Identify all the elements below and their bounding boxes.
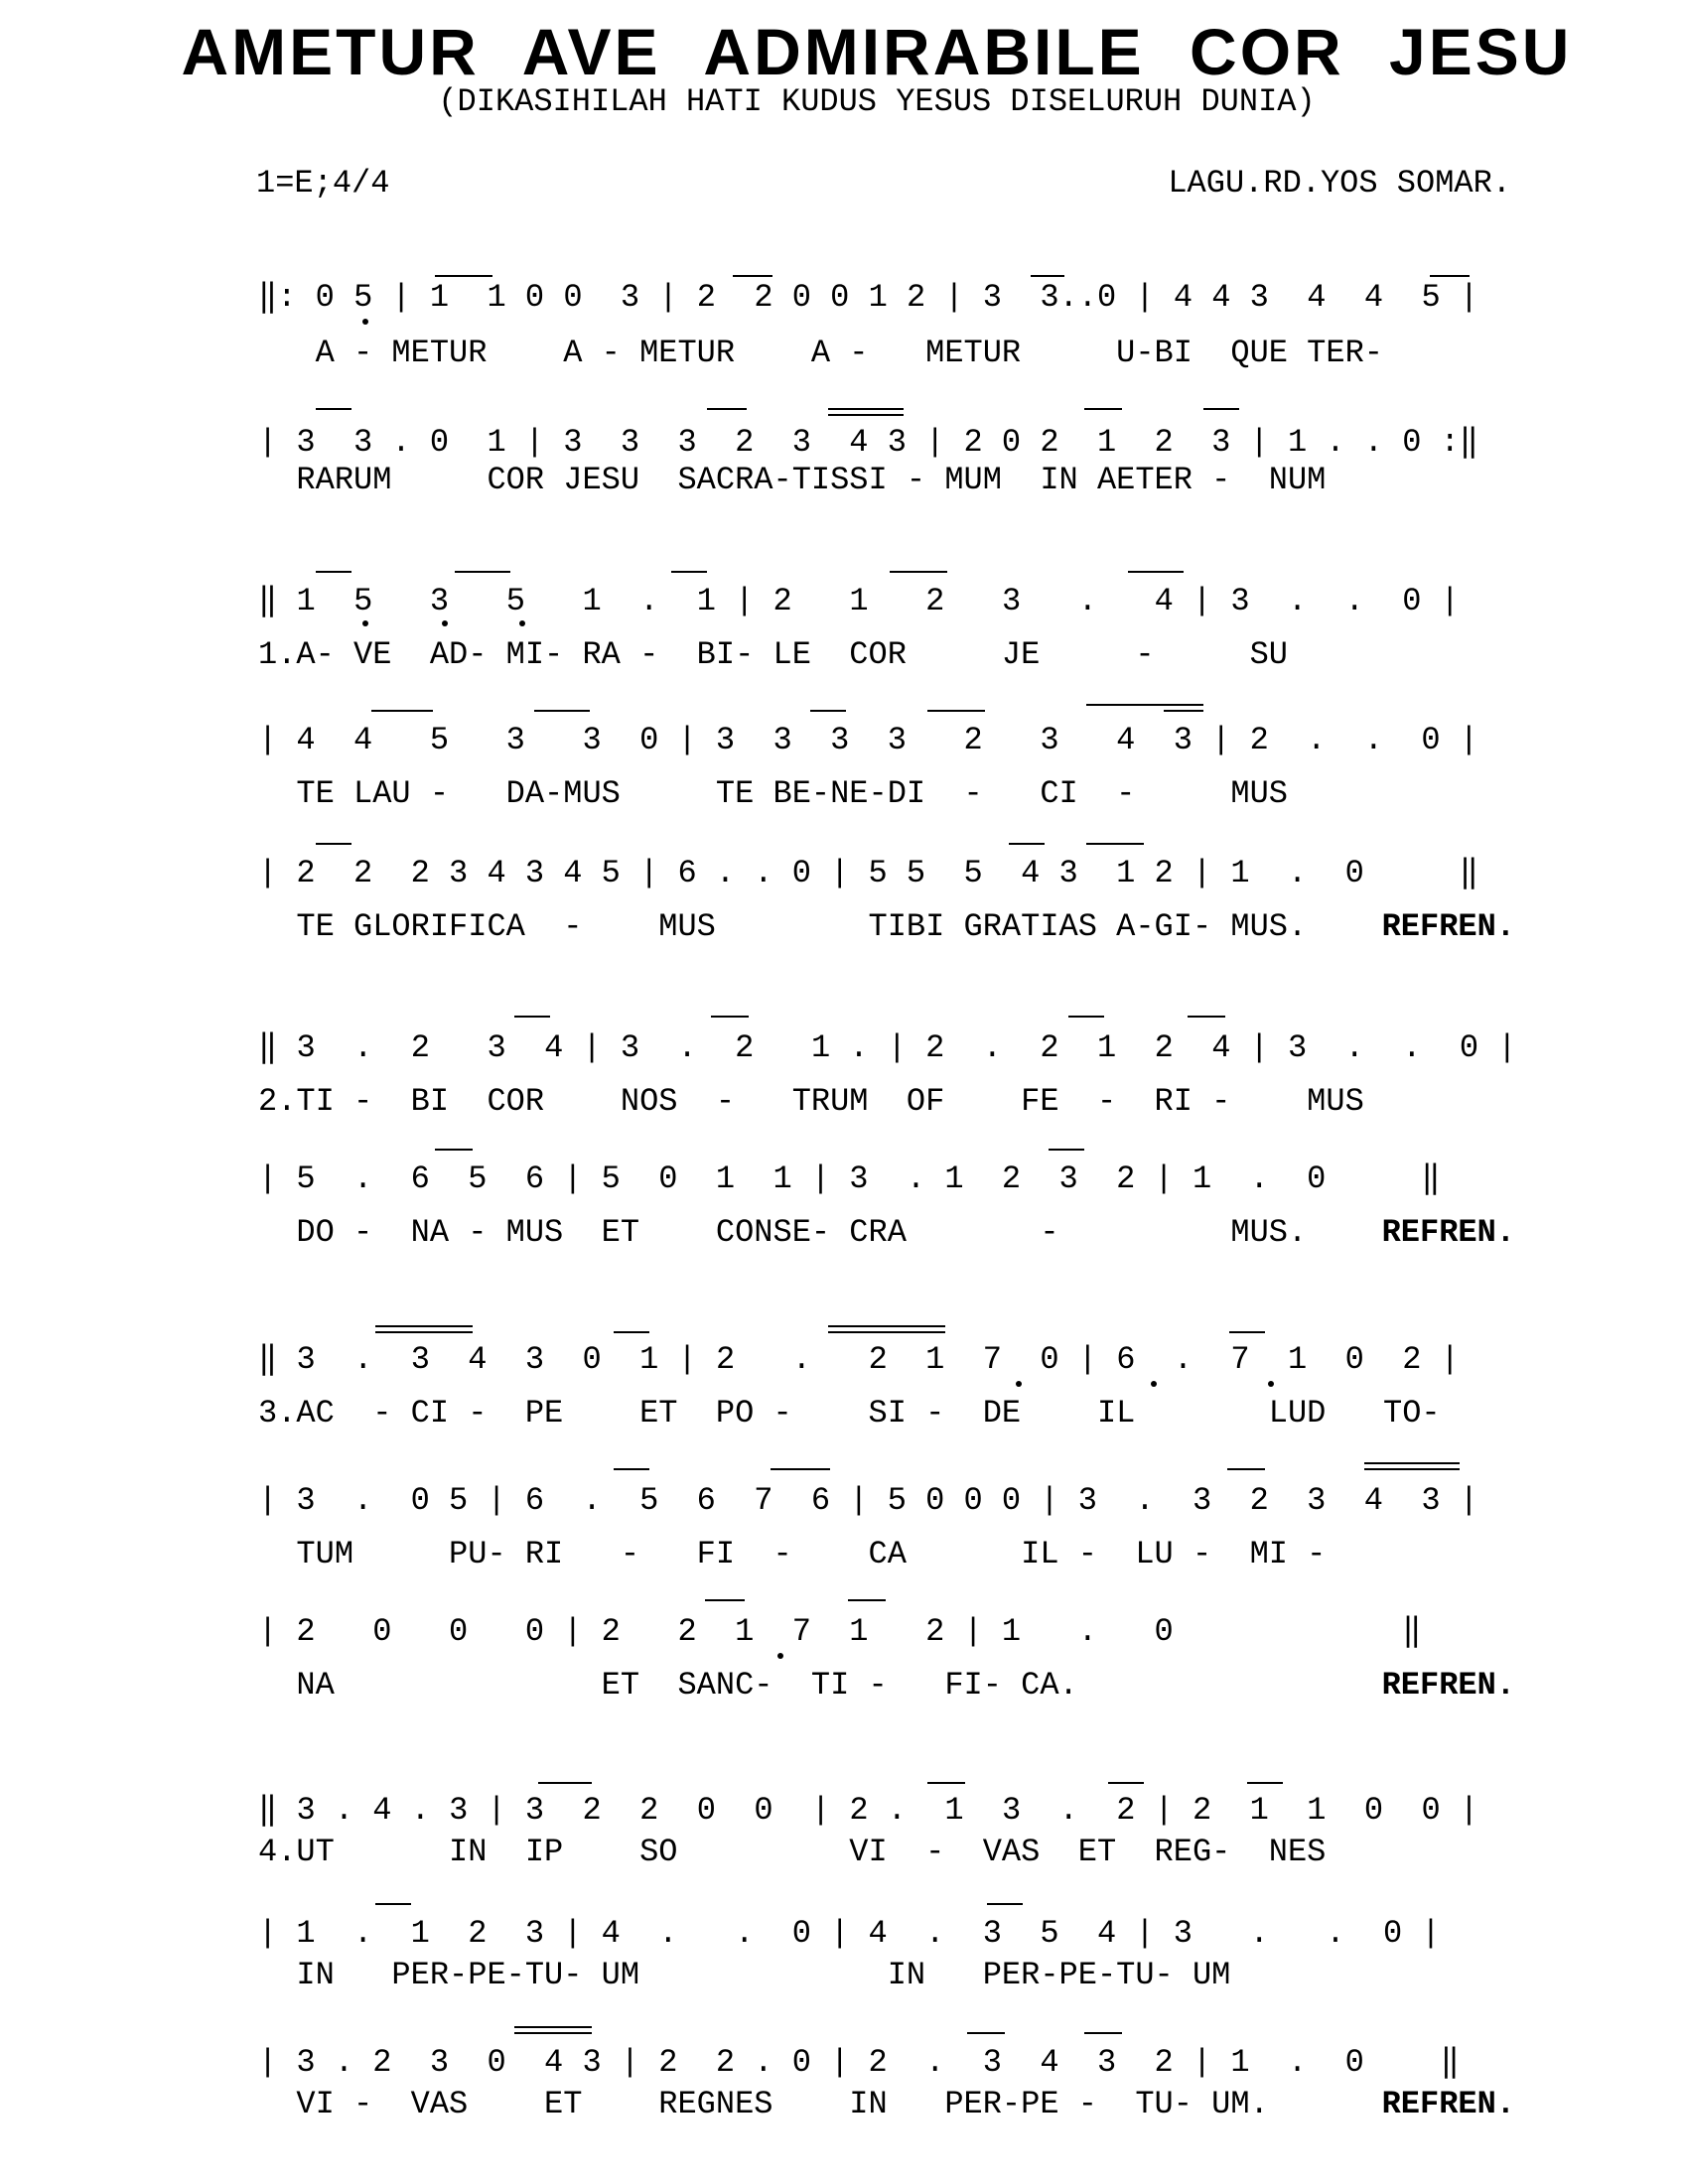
notation-line: ‖: 0 5 | 1 1 0 0 3 | 2 2 0 0 1 2 | 3 3..0 | 4 4 3 4 4 5 | <box>258 279 1479 316</box>
notation-line: | 5 . 6 5 6 | 5 0 1 1 | 3 . 1 2 3 2 | 1 . 0 ‖ <box>258 1160 1441 1197</box>
lyrics-line: TE GLORIFICA - MUS TIBI GRATIAS A-GI- MUS. <box>258 908 1308 945</box>
notation-line: ‖ 3 . 3 4 3 0 1 | 2 . 2 1 7 0 | 6 . 7 1 0 2 | <box>258 1341 1460 1378</box>
notation-line: ‖ 1 5 3 5 1 . 1 | 2 1 2 3 . 4 | 3 . . 0 | <box>258 583 1460 619</box>
octave-dot <box>362 620 368 626</box>
notation-line: ‖ 3 . 2 3 4 | 3 . 2 1 . | 2 . 2 1 2 4 | 3 . . 0 | <box>258 1029 1517 1066</box>
octave-dot <box>519 620 525 626</box>
key-signature: 1=E;4/4 <box>256 165 390 202</box>
lyrics-line: RARUM COR JESU SACRA-TISSI - MUM IN AETER - NUM <box>258 462 1327 498</box>
lyrics-line: 4.UT IN IP SO VI - VAS ET REG- NES <box>258 1834 1327 1870</box>
notation-line: | 2 2 2 3 4 3 4 5 | 6 . . 0 | 5 5 5 4 3 1 2 | 1 . 0 ‖ <box>258 855 1479 891</box>
lyrics-line: VI - VAS ET REGNES IN PER-PE - TU- UM. <box>258 2086 1269 2122</box>
octave-dot <box>1151 1381 1157 1387</box>
lyrics-line: 1.A- VE AD- MI- RA - BI- LE COR JE - SU <box>258 636 1288 673</box>
lyrics-line: 2.TI - BI COR NOS - TRUM OF FE - RI - MUS <box>258 1083 1364 1120</box>
notation-line: | 4 4 5 3 3 0 | 3 3 3 3 2 3 4 3 | 2 . . 0 | <box>258 722 1478 758</box>
refrain-label: REFREN. <box>1381 2086 1515 2122</box>
octave-dot <box>362 319 368 325</box>
notation-line: | 3 . 0 5 | 6 . 5 6 7 6 | 5 0 0 0 | 3 . 3 2 3 4 3 | <box>258 1482 1478 1519</box>
lyrics-line: NA ET SANC- TI - FI- CA. <box>258 1667 1078 1704</box>
refrain-label: REFREN. <box>1381 908 1515 945</box>
notation-line: | 2 0 0 0 | 2 2 1 7 1 2 | 1 . 0 ‖ <box>258 1613 1422 1650</box>
notation-line: ‖ 3 . 4 . 3 | 3 2 2 0 0 | 2 . 1 3 . 2 | 2 1 1 0 0 | <box>258 1792 1479 1829</box>
lyrics-line: DO - NA - MUS ET CONSE- CRA - MUS. <box>258 1214 1308 1251</box>
page-subtitle: (DIKASIHILAH HATI KUDUS YESUS DISELURUH DUNIA) <box>438 83 1316 120</box>
lyrics-line: TE LAU - DA-MUS TE BE-NE-DI - CI - MUS <box>258 775 1288 812</box>
lyrics-line: 3.AC - CI - PE ET PO - SI - DE IL LUD TO- <box>258 1395 1441 1432</box>
page-title: AMETUR AVE ADMIRABILE COR JESU <box>181 15 1573 88</box>
octave-dot <box>777 1653 783 1659</box>
lyrics-line: A - METUR A - METUR A - METUR U-BI QUE TER- <box>258 335 1383 371</box>
notation-line: | 3 . 2 3 0 4 3 | 2 2 . 0 | 2 . 3 4 3 2 | 1 . 0 ‖ <box>258 2044 1460 2081</box>
octave-dot <box>1268 1381 1274 1387</box>
composer-credit: LAGU.RD.YOS SOMAR. <box>1168 165 1511 202</box>
notation-line: | 3 3 . 0 1 | 3 3 3 2 3 4 3 | 2 0 2 1 2 3 | 1 . . 0 :‖ <box>258 424 1479 461</box>
refrain-label: REFREN. <box>1381 1667 1515 1704</box>
notation-line: | 1 . 1 2 3 | 4 . . 0 | 4 . 3 5 4 | 3 . . 0 | <box>258 1915 1441 1952</box>
octave-dot <box>442 620 448 626</box>
lyrics-line: TUM PU- RI - FI - CA IL - LU - MI - <box>258 1536 1327 1572</box>
lyrics-line: IN PER-PE-TU- UM IN PER-PE-TU- UM <box>258 1957 1231 1993</box>
refrain-label: REFREN. <box>1381 1214 1515 1251</box>
octave-dot <box>1016 1381 1022 1387</box>
